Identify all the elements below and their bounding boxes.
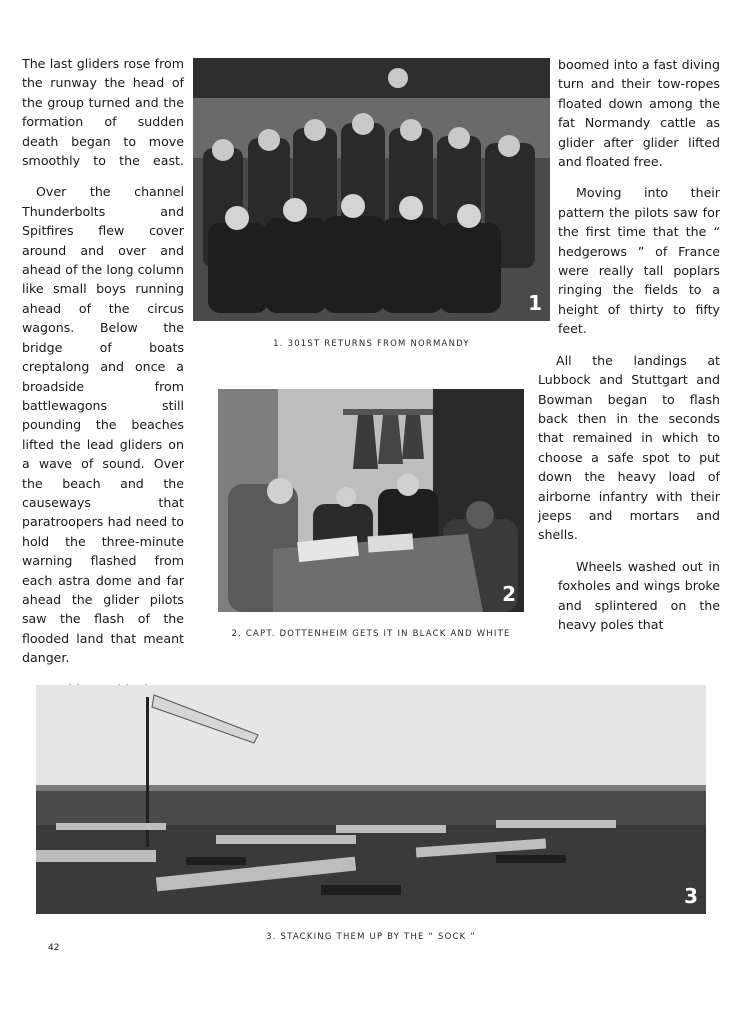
paragraph: Over the channel Thunderbolts and Spitfires flew cover around and over and ahead of the long column like small boys running ahead of the circus wagons. Below the bridge of boats creptalong and once a broadside from battlewagons still pounding the beaches lifted the lead gliders on a wave of sound. Over the beach and the causeways that paratroopers had need to hold the three-minute warning flashed from each astra dome and far ahead the glider pilots saw the flash of the flooded land that meant danger. (22, 184, 184, 666)
paragraph: Wheels washed out in foxholes and wings broke and splintered on the heavy poles that (558, 558, 720, 632)
page-number: 42 (48, 943, 60, 953)
photo-number: 2 (502, 582, 516, 606)
right-text-column (538, 55, 720, 646)
photo-number: 3 (684, 884, 698, 908)
photo-caption: 2. CAPT. DOTTENHEIM GETS IT IN BLACK AND WHITE (231, 629, 511, 639)
photo-caption: 3. STACKING THEM UP BY THE “ SOCK ” (266, 932, 476, 942)
photo-briefing (218, 389, 524, 612)
paragraph: All the landings at Lubbock and Stuttgart and Bowman began to flash back then in the seconds that remained in which to choose a safe spot to put down the heavy load of airborne infantry with their jeeps and mortars and shells. (538, 352, 720, 543)
paragraph: boomed into a fast diving turn and their tow-ropes floated down among the fat Normandy cattle as glider after glider lifted and floated free. (558, 57, 720, 170)
briefing-image (218, 389, 524, 612)
photo-caption: 1. 301ST RETURNS FROM NORMANDY (273, 339, 470, 349)
photo-airfield-gliders (36, 685, 706, 914)
photo-number: 1 (528, 291, 542, 315)
paragraph: Moving into their pattern the pilots saw for the first time that the “ hedgerows ” of France were really tall poplars ringing the fields to a height of thirty to fifty feet. (558, 185, 720, 337)
left-text-column (22, 54, 184, 711)
photo-group-portrait (193, 58, 550, 321)
paragraph: The last gliders rose from the runway the head of the group turned and the formation of sudden death began to move smoothly to the east. (22, 56, 184, 169)
group-portrait-image (193, 58, 550, 321)
airfield-image (36, 685, 706, 914)
